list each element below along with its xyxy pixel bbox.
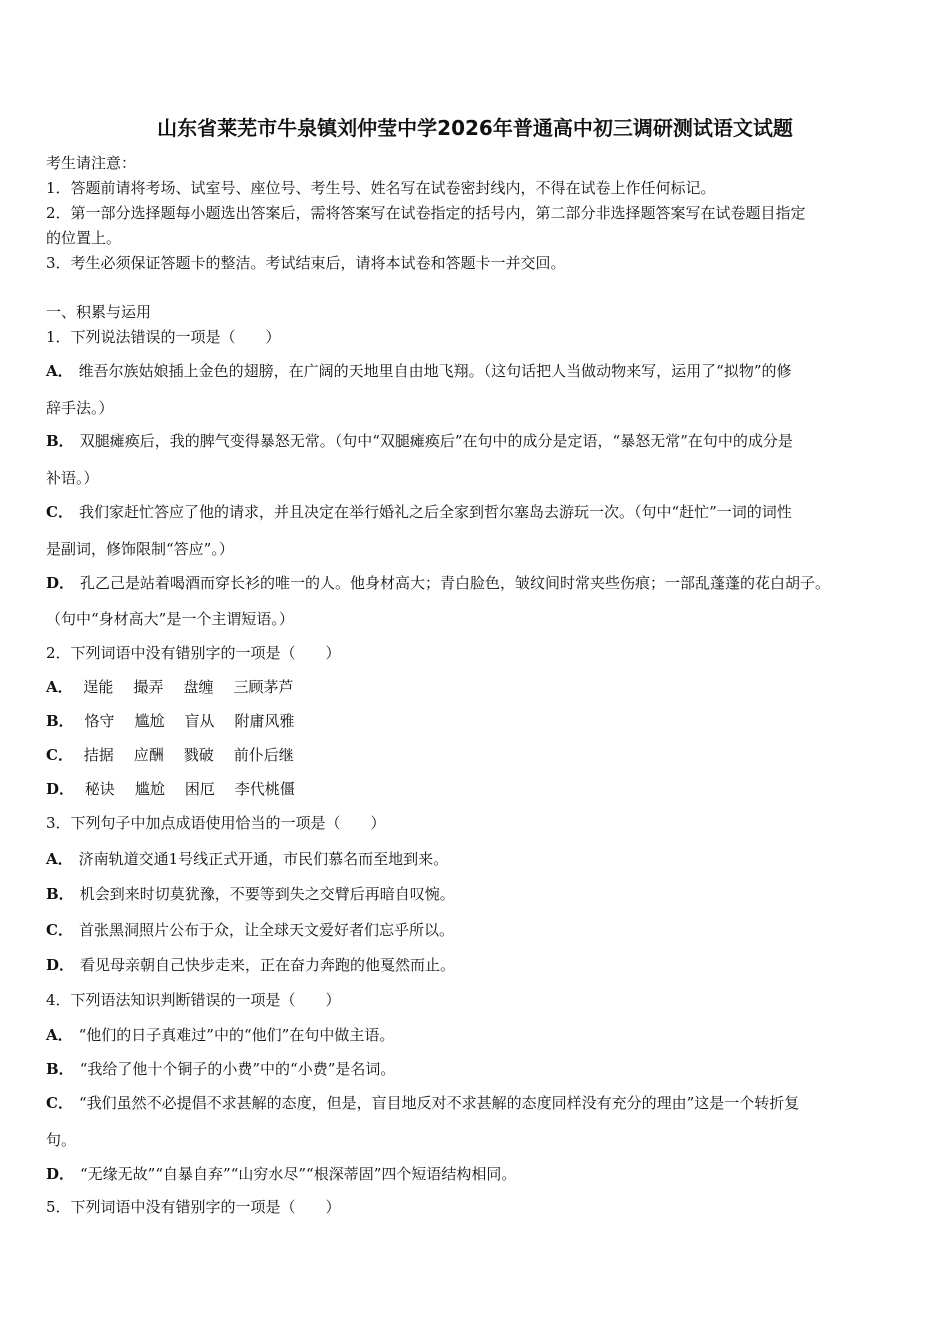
q2-option-d — [46, 778, 315, 799]
q3-option-c — [46, 919, 454, 940]
q4-option-a — [46, 1024, 394, 1045]
page-title: 山东省莱芜市牛泉镇刘仲莹中学2026年普通高中初三调研测试语文试题 — [157, 116, 793, 140]
notice-item-3: 3．考生必须保证答题卡的整洁。考试结束后，请将本试卷和答题卡一并交回。 — [46, 254, 566, 272]
q1-option-d — [46, 572, 830, 593]
word: 盘缠 — [183, 678, 214, 696]
word: 应酬 — [133, 746, 164, 764]
option-text: “我给了他十个铜子的小费”中的“小费”是名词。 — [79, 1060, 396, 1078]
option-text: “他们的日子真难过”中的“他们”在句中做主语。 — [78, 1026, 395, 1044]
notice-item-1: 1．答题前请将考场、试室号、座位号、考生号、姓名写在试卷密封线内，不得在试卷上作任何标记。 — [46, 179, 716, 197]
option-text: 首张黑洞照片公布于众，让全球天文爱好者们忘乎所以。 — [78, 921, 454, 939]
q1-option-b-cont: 补语。） — [46, 469, 99, 487]
option-text: 看见母亲朝自己快步走来，正在奋力奔跑的他戛然而止。 — [80, 956, 456, 974]
q2-stem: 2．下列词语中没有错别字的一项是（ ） — [46, 644, 341, 662]
option-text: 机会到来时切莫犹豫，不要等到失之交臂后再暗自叹惋。 — [79, 885, 455, 903]
option-text: “无缘无故”“自暴自弃”“山穷水尽”“根深蒂固”四个短语结构相同。 — [80, 1165, 517, 1183]
option-label: A． — [46, 362, 73, 380]
q5-stem: 5．下列词语中没有错别字的一项是（ ） — [46, 1198, 341, 1216]
q1-option-c-cont: 是副词，修饰限制“答应”。） — [46, 540, 234, 558]
q3-option-d — [46, 954, 455, 975]
q1-option-c — [46, 501, 792, 522]
word: 逞能 — [83, 678, 114, 696]
word: 撮弄 — [133, 678, 164, 696]
q1-option-d-cont: （句中“身材高大”是一个主谓短语。） — [46, 610, 294, 628]
word: 附庸风雅 — [234, 712, 295, 730]
q3-option-b — [46, 883, 455, 904]
option-label: D． — [46, 1165, 75, 1183]
option-label: B． — [46, 712, 74, 730]
option-label: C． — [46, 503, 73, 521]
word: 恪守 — [84, 712, 115, 730]
word: 困厄 — [184, 780, 215, 798]
option-text: 孔乙己是站着喝酒而穿长衫的唯一的人。他身材高大；青白脸色，皱纹间时常夹些伤痕；一部乱蓬蓬的花白胡子。 — [80, 574, 831, 592]
option-text: “我们虽然不必提倡不求甚解的态度，但是，盲目地反对不求甚解的态度同样没有充分的理由”这是一个转折复 — [78, 1094, 800, 1112]
word: 拮据 — [83, 746, 114, 764]
q4-stem: 4．下列语法知识判断错误的一项是（ ） — [46, 991, 341, 1009]
option-text: 双腿瘫痪后，我的脾气变得暴怒无常。（句中“双腿瘫痪后”在句中的成分是定语，“暴怒无常”在句中的成分是 — [79, 432, 793, 450]
q1-option-a-cont: 辞手法。） — [46, 399, 114, 417]
q2-option-a — [46, 676, 313, 697]
q4-option-b — [46, 1058, 395, 1079]
q1-option-a — [46, 360, 791, 381]
q4-option-c — [46, 1092, 799, 1113]
option-text: 我们家赶忙答应了他的请求，并且决定在举行婚礼之后全家到哲尔塞岛去游玩一次。（句中“赶忙”一词的词性 — [78, 503, 792, 521]
option-label: D． — [46, 780, 75, 798]
option-text: 维吾尔族姑娘插上金色的翅膀，在广阔的天地里自由地飞翔。（这句话把人当做动物来写，运用了“拟物”的修 — [78, 362, 792, 380]
q2-option-b — [46, 710, 315, 731]
q4-option-c-cont: 句。 — [46, 1131, 77, 1149]
q3-option-a — [46, 848, 448, 869]
option-label: C． — [46, 1094, 73, 1112]
word: 前仆后继 — [233, 746, 294, 764]
option-label: B． — [46, 1060, 74, 1078]
word: 三顾茅芦 — [233, 678, 294, 696]
option-text: 济南轨道交通1号线正式开通，市民们慕名而至地到来。 — [78, 850, 449, 868]
option-label: B． — [46, 432, 74, 450]
option-label: A． — [46, 850, 73, 868]
q3-stem: 3．下列句子中加点成语使用恰当的一项是（ ） — [46, 814, 386, 832]
notice-item-2-cont: 的位置上。 — [46, 229, 122, 247]
word: 戮破 — [183, 746, 214, 764]
option-label: D． — [46, 574, 75, 592]
word: 李代桃僵 — [234, 780, 295, 798]
option-label: D． — [46, 956, 75, 974]
notice-heading: 考生请注意： — [46, 154, 137, 172]
q1-option-b — [46, 430, 793, 451]
word: 尴尬 — [134, 780, 165, 798]
option-label: B． — [46, 885, 74, 903]
q4-option-d — [46, 1163, 516, 1184]
section-heading: 一、积累与运用 — [46, 303, 152, 321]
option-label: C． — [46, 746, 73, 764]
q2-option-c — [46, 744, 314, 765]
word: 盲从 — [184, 712, 215, 730]
word: 尴尬 — [134, 712, 165, 730]
option-label: A． — [46, 678, 73, 696]
q1-stem: 1．下列说法错误的一项是（ ） — [46, 328, 281, 346]
word: 秘诀 — [84, 780, 115, 798]
option-label: C． — [46, 921, 73, 939]
option-label: A． — [46, 1026, 73, 1044]
notice-item-2: 2．第一部分选择题每小题选出答案后，需将答案写在试卷指定的括号内，第二部分非选择题答案写在试卷题目指定 — [46, 204, 806, 222]
